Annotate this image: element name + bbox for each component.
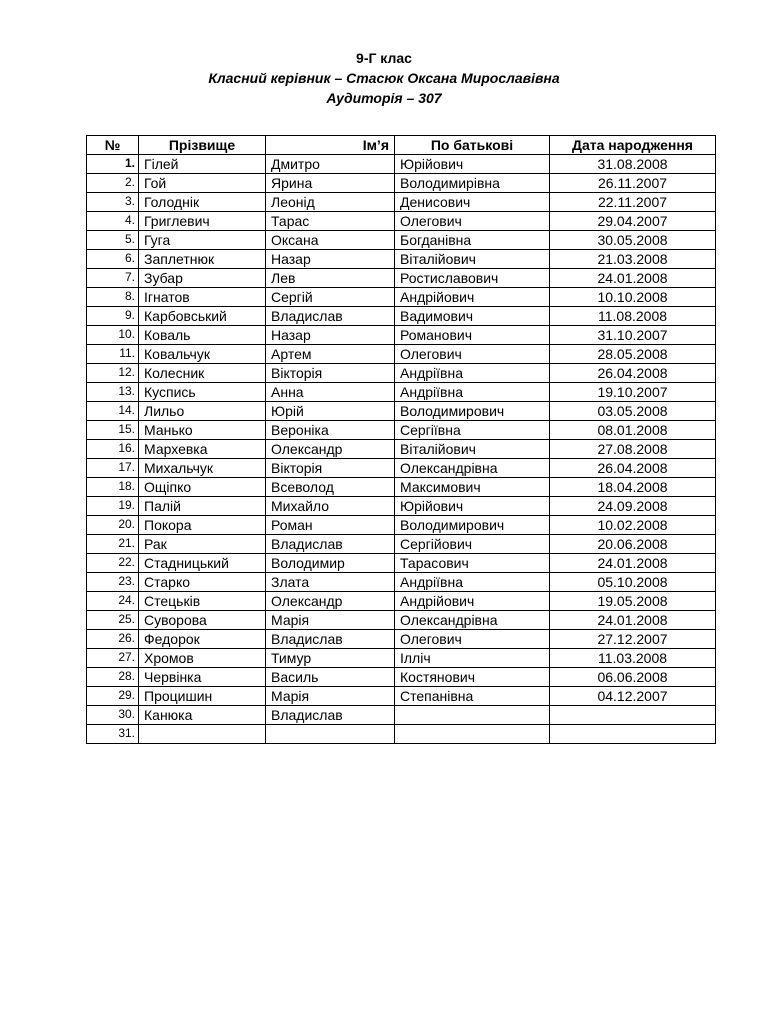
name-cell: Михайло bbox=[266, 497, 395, 516]
birthdate-cell: 26.04.2008 bbox=[550, 459, 716, 478]
row-number: 22. bbox=[87, 554, 139, 573]
patronymic-cell: Олександрівна bbox=[395, 611, 550, 630]
birthdate-cell: 11.03.2008 bbox=[550, 649, 716, 668]
birthdate-cell: 20.06.2008 bbox=[550, 535, 716, 554]
student-list-table bbox=[86, 135, 716, 744]
document-header bbox=[0, 48, 768, 108]
birthdate-cell: 30.05.2008 bbox=[550, 231, 716, 250]
birthdate-cell: 26.11.2007 bbox=[550, 174, 716, 193]
patronymic-cell: Сергійович bbox=[395, 535, 550, 554]
surname-cell: Покора bbox=[139, 516, 266, 535]
birthdate-cell: 24.09.2008 bbox=[550, 497, 716, 516]
surname-cell: Гуга bbox=[139, 231, 266, 250]
name-cell: Вікторія bbox=[266, 364, 395, 383]
row-number: 21. bbox=[87, 535, 139, 554]
name-cell: Роман bbox=[266, 516, 395, 535]
column-header-number: № bbox=[87, 136, 139, 155]
surname-cell: Гой bbox=[139, 174, 266, 193]
table-row bbox=[87, 516, 716, 535]
surname-cell: Ощіпко bbox=[139, 478, 266, 497]
row-number: 12. bbox=[87, 364, 139, 383]
patronymic-cell: Ростиславович bbox=[395, 269, 550, 288]
birthdate-cell: 08.01.2008 bbox=[550, 421, 716, 440]
birthdate-cell: 04.12.2007 bbox=[550, 687, 716, 706]
surname-cell: Колесник bbox=[139, 364, 266, 383]
table-row bbox=[87, 725, 716, 744]
birthdate-cell: 19.05.2008 bbox=[550, 592, 716, 611]
name-cell: Злата bbox=[266, 573, 395, 592]
table-row bbox=[87, 193, 716, 212]
table-row bbox=[87, 459, 716, 478]
patronymic-cell: Вадимович bbox=[395, 307, 550, 326]
surname-cell: Григлевич bbox=[139, 212, 266, 231]
birthdate-cell: 24.01.2008 bbox=[550, 611, 716, 630]
name-cell: Олександр bbox=[266, 592, 395, 611]
birthdate-cell: 24.01.2008 bbox=[550, 554, 716, 573]
name-cell: Вікторія bbox=[266, 459, 395, 478]
row-number: 11. bbox=[87, 345, 139, 364]
name-cell: Тарас bbox=[266, 212, 395, 231]
surname-cell: Хромов bbox=[139, 649, 266, 668]
table-row bbox=[87, 231, 716, 250]
row-number: 4. bbox=[87, 212, 139, 231]
row-number: 16. bbox=[87, 440, 139, 459]
patronymic-cell: Володимирівна bbox=[395, 174, 550, 193]
table-row bbox=[87, 497, 716, 516]
row-number: 2. bbox=[87, 174, 139, 193]
table-row bbox=[87, 535, 716, 554]
table-row bbox=[87, 478, 716, 497]
patronymic-cell: Олегович bbox=[395, 630, 550, 649]
name-cell: Тимур bbox=[266, 649, 395, 668]
row-number: 23. bbox=[87, 573, 139, 592]
row-number: 8. bbox=[87, 288, 139, 307]
surname-cell: Старко bbox=[139, 573, 266, 592]
class-teacher: Класний керівник – Стасюк Оксана Мирославівна bbox=[208, 70, 560, 86]
birthdate-cell: 21.03.2008 bbox=[550, 250, 716, 269]
column-header-surname: Прізвище bbox=[139, 136, 266, 155]
patronymic-cell: Віталійович bbox=[395, 250, 550, 269]
name-cell: Марія bbox=[266, 611, 395, 630]
row-number: 1. bbox=[87, 155, 139, 174]
row-number: 7. bbox=[87, 269, 139, 288]
name-cell: Владислав bbox=[266, 535, 395, 554]
row-number: 9. bbox=[87, 307, 139, 326]
name-cell: Леонід bbox=[266, 193, 395, 212]
name-cell: Вероніка bbox=[266, 421, 395, 440]
birthdate-cell: 10.10.2008 bbox=[550, 288, 716, 307]
surname-cell: Стадницький bbox=[139, 554, 266, 573]
birthdate-cell: 28.05.2008 bbox=[550, 345, 716, 364]
patronymic-cell: Юрійович bbox=[395, 155, 550, 174]
birthdate-cell bbox=[550, 706, 716, 725]
table-row bbox=[87, 706, 716, 725]
table-row bbox=[87, 668, 716, 687]
birthdate-cell: 10.02.2008 bbox=[550, 516, 716, 535]
table-row bbox=[87, 307, 716, 326]
patronymic-cell: Тарасович bbox=[395, 554, 550, 573]
row-number: 30. bbox=[87, 706, 139, 725]
row-number: 29. bbox=[87, 687, 139, 706]
table-row bbox=[87, 687, 716, 706]
surname-cell: Червінка bbox=[139, 668, 266, 687]
surname-cell: Куспись bbox=[139, 383, 266, 402]
surname-cell: Стецьків bbox=[139, 592, 266, 611]
name-cell: Владислав bbox=[266, 630, 395, 649]
row-number: 17. bbox=[87, 459, 139, 478]
row-number: 27. bbox=[87, 649, 139, 668]
birthdate-cell: 27.08.2008 bbox=[550, 440, 716, 459]
surname-cell: Мархевка bbox=[139, 440, 266, 459]
surname-cell: Лильо bbox=[139, 402, 266, 421]
name-cell: Назар bbox=[266, 326, 395, 345]
patronymic-cell: Андрійович bbox=[395, 288, 550, 307]
row-number: 28. bbox=[87, 668, 139, 687]
row-number: 31. bbox=[87, 725, 139, 744]
table-row bbox=[87, 364, 716, 383]
surname-cell: Палій bbox=[139, 497, 266, 516]
patronymic-cell: Степанівна bbox=[395, 687, 550, 706]
surname-cell: Канюка bbox=[139, 706, 266, 725]
table-row bbox=[87, 421, 716, 440]
name-cell: Лев bbox=[266, 269, 395, 288]
patronymic-cell: Володимирович bbox=[395, 402, 550, 421]
table-row bbox=[87, 326, 716, 345]
row-number: 3. bbox=[87, 193, 139, 212]
patronymic-cell: Олегович bbox=[395, 212, 550, 231]
patronymic-cell: Андріївна bbox=[395, 364, 550, 383]
table-row bbox=[87, 440, 716, 459]
birthdate-cell: 03.05.2008 bbox=[550, 402, 716, 421]
column-header-name: Ім’я bbox=[266, 136, 395, 155]
surname-cell: Заплетнюк bbox=[139, 250, 266, 269]
patronymic-cell: Сергіївна bbox=[395, 421, 550, 440]
birthdate-cell: 22.11.2007 bbox=[550, 193, 716, 212]
birthdate-cell: 27.12.2007 bbox=[550, 630, 716, 649]
patronymic-cell: Віталійович bbox=[395, 440, 550, 459]
patronymic-cell: Володимирович bbox=[395, 516, 550, 535]
surname-cell: Манько bbox=[139, 421, 266, 440]
row-number: 10. bbox=[87, 326, 139, 345]
surname-cell: Гілей bbox=[139, 155, 266, 174]
birthdate-cell: 26.04.2008 bbox=[550, 364, 716, 383]
name-cell: Дмитро bbox=[266, 155, 395, 174]
row-number: 18. bbox=[87, 478, 139, 497]
birthdate-cell: 31.08.2008 bbox=[550, 155, 716, 174]
table-row bbox=[87, 383, 716, 402]
patronymic-cell: Олегович bbox=[395, 345, 550, 364]
surname-cell: Суворова bbox=[139, 611, 266, 630]
row-number: 13. bbox=[87, 383, 139, 402]
surname-cell: Коваль bbox=[139, 326, 266, 345]
name-cell: Владислав bbox=[266, 706, 395, 725]
table-row bbox=[87, 573, 716, 592]
patronymic-cell bbox=[395, 706, 550, 725]
table-row bbox=[87, 649, 716, 668]
name-cell: Ярина bbox=[266, 174, 395, 193]
name-cell: Юрій bbox=[266, 402, 395, 421]
name-cell: Владислав bbox=[266, 307, 395, 326]
birthdate-cell: 18.04.2008 bbox=[550, 478, 716, 497]
column-header-patronymic: По батькові bbox=[395, 136, 550, 155]
classroom-number: Аудиторія – 307 bbox=[326, 90, 442, 106]
name-cell: Артем bbox=[266, 345, 395, 364]
table-header-row bbox=[87, 136, 716, 155]
surname-cell: Федорок bbox=[139, 630, 266, 649]
name-cell: Марія bbox=[266, 687, 395, 706]
row-number: 19. bbox=[87, 497, 139, 516]
patronymic-cell: Костянович bbox=[395, 668, 550, 687]
table-row bbox=[87, 554, 716, 573]
row-number: 20. bbox=[87, 516, 139, 535]
table-row bbox=[87, 250, 716, 269]
surname-cell: Голоднік bbox=[139, 193, 266, 212]
birthdate-cell: 19.10.2007 bbox=[550, 383, 716, 402]
birthdate-cell: 11.08.2008 bbox=[550, 307, 716, 326]
birthdate-cell: 24.01.2008 bbox=[550, 269, 716, 288]
name-cell: Володимир bbox=[266, 554, 395, 573]
name-cell bbox=[266, 725, 395, 744]
patronymic-cell: Ілліч bbox=[395, 649, 550, 668]
table-row bbox=[87, 611, 716, 630]
birthdate-cell: 05.10.2008 bbox=[550, 573, 716, 592]
patronymic-cell: Максимович bbox=[395, 478, 550, 497]
patronymic-cell: Андрійович bbox=[395, 592, 550, 611]
patronymic-cell: Олександрівна bbox=[395, 459, 550, 478]
patronymic-cell: Андріївна bbox=[395, 383, 550, 402]
name-cell: Анна bbox=[266, 383, 395, 402]
column-header-birthdate: Дата народження bbox=[550, 136, 716, 155]
surname-cell bbox=[139, 725, 266, 744]
surname-cell: Процишин bbox=[139, 687, 266, 706]
table-row bbox=[87, 212, 716, 231]
patronymic-cell: Юрійович bbox=[395, 497, 550, 516]
row-number: 6. bbox=[87, 250, 139, 269]
table-row bbox=[87, 402, 716, 421]
table-row bbox=[87, 155, 716, 174]
name-cell: Назар bbox=[266, 250, 395, 269]
row-number: 26. bbox=[87, 630, 139, 649]
surname-cell: Карбовський bbox=[139, 307, 266, 326]
row-number: 5. bbox=[87, 231, 139, 250]
table-row bbox=[87, 345, 716, 364]
class-title: 9-Г клас bbox=[356, 50, 412, 66]
surname-cell: Ігнатов bbox=[139, 288, 266, 307]
row-number: 24. bbox=[87, 592, 139, 611]
name-cell: Оксана bbox=[266, 231, 395, 250]
table-row bbox=[87, 269, 716, 288]
name-cell: Сергій bbox=[266, 288, 395, 307]
patronymic-cell: Андріївна bbox=[395, 573, 550, 592]
birthdate-cell: 06.06.2008 bbox=[550, 668, 716, 687]
row-number: 14. bbox=[87, 402, 139, 421]
name-cell: Всеволод bbox=[266, 478, 395, 497]
name-cell: Олександр bbox=[266, 440, 395, 459]
table-row bbox=[87, 288, 716, 307]
surname-cell: Рак bbox=[139, 535, 266, 554]
birthdate-cell bbox=[550, 725, 716, 744]
patronymic-cell: Романович bbox=[395, 326, 550, 345]
surname-cell: Ковальчук bbox=[139, 345, 266, 364]
row-number: 15. bbox=[87, 421, 139, 440]
table-row bbox=[87, 630, 716, 649]
table-row bbox=[87, 174, 716, 193]
surname-cell: Михальчук bbox=[139, 459, 266, 478]
patronymic-cell bbox=[395, 725, 550, 744]
patronymic-cell: Денисович bbox=[395, 193, 550, 212]
patronymic-cell: Богданівна bbox=[395, 231, 550, 250]
birthdate-cell: 29.04.2007 bbox=[550, 212, 716, 231]
birthdate-cell: 31.10.2007 bbox=[550, 326, 716, 345]
table-row bbox=[87, 592, 716, 611]
name-cell: Василь bbox=[266, 668, 395, 687]
row-number: 25. bbox=[87, 611, 139, 630]
surname-cell: Зубар bbox=[139, 269, 266, 288]
